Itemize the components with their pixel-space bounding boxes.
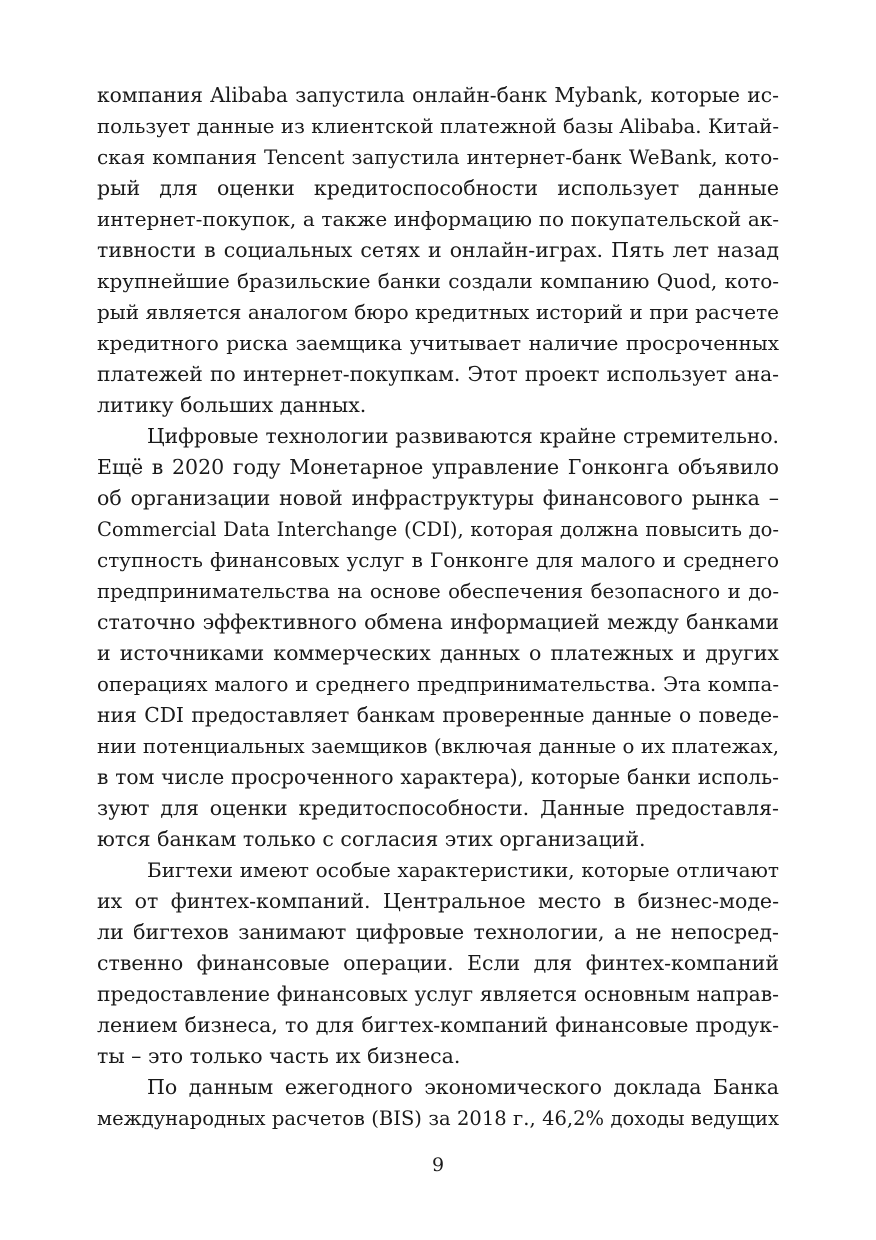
text-line: зуют для оценки кредитоспособности. Данные предоставля- xyxy=(97,796,779,820)
text-line: тивности в социальных сетях и онлайн-играх. Пять лет назад xyxy=(97,238,779,262)
text-line: и источниками коммерческих данных о платежных и других xyxy=(97,641,779,665)
text-line: По данным ежегодного экономического доклада Банка xyxy=(147,1075,779,1099)
text-line: операциях малого и среднего предпринимательства. Эта компа- xyxy=(97,673,779,696)
text-line: их от финтех-компаний. Центральное место в бизнес-моде- xyxy=(97,889,779,913)
text-line: Цифровые технологии развиваются крайне стремительно. xyxy=(147,424,779,448)
text-line: нии потенциальных заемщиков (включая данные о их платежах, xyxy=(97,735,779,758)
text-line: интернет-покупок, а также информацию по покупательской ак- xyxy=(97,207,779,231)
text-line: международных расчетов (BIS) за 2018 г., 46,2% доходы ведущих xyxy=(97,1107,779,1130)
paragraph-3 xyxy=(97,855,779,1072)
paragraph-1 xyxy=(97,80,779,421)
paragraph-2 xyxy=(97,421,779,855)
text-line: крупнейшие бразильские банки создали компанию Quod, кото- xyxy=(97,269,779,293)
text-line: компания Alibaba запустила онлайн-банк Mybank, которые ис- xyxy=(97,83,779,107)
text-line: предпринимательства на основе обеспечения безопасного и до- xyxy=(97,580,779,603)
text-line: ются банкам только с согласия этих организаций. xyxy=(97,827,646,851)
text-line: лением бизнеса, то для бигтех-компаний финансовые продук- xyxy=(97,1013,779,1037)
text-line: об организации новой инфраструктуры финансового рынка – xyxy=(97,486,779,510)
text-line: ли бигтехов занимают цифровые технологии, а не непосред- xyxy=(97,920,779,944)
text-line: ственно финансовые операции. Если для финтех-компаний xyxy=(97,951,779,975)
text-line: Бигтехи имеют особые характеристики, которые отличают xyxy=(147,858,779,882)
text-line: рый является аналогом бюро кредитных историй и при расчете xyxy=(97,300,779,324)
text-line: ты – это только часть их бизнеса. xyxy=(97,1044,461,1068)
text-line: ская компания Tencent запустила интернет-банк WeBank, кото- xyxy=(97,145,779,169)
text-line: кредитного риска заемщика учитывает наличие просроченных xyxy=(97,331,779,355)
text-line: рый для оценки кредитоспособности использует данные xyxy=(97,176,779,200)
page-number: 9 xyxy=(431,1154,445,1176)
body-text xyxy=(97,80,779,1134)
paragraph-4 xyxy=(97,1072,779,1134)
text-line: статочно эффективного обмена информацией между банками xyxy=(97,610,779,634)
text-line: Ещё в 2020 году Монетарное управление Гонконга объявило xyxy=(97,455,779,479)
text-line: предоставление финансовых услуг является основным направ- xyxy=(97,982,779,1006)
text-line: пользует данные из клиентской платежной базы Alibaba. Китай- xyxy=(97,115,779,138)
text-line: литику больших данных. xyxy=(97,393,367,417)
text-line: ступность финансовых услуг в Гонконге для малого и среднего xyxy=(97,548,779,572)
text-line: платежей по интернет-покупкам. Этот проект использует ана- xyxy=(97,362,779,386)
text-line: ния CDI предоставляет банкам проверенные данные о поведе- xyxy=(97,703,779,727)
text-line: в том числе просроченного характера), которые банки исполь- xyxy=(97,765,779,789)
text-line: Commercial Data Interchange (CDI), которая должна повысить до- xyxy=(97,518,779,541)
